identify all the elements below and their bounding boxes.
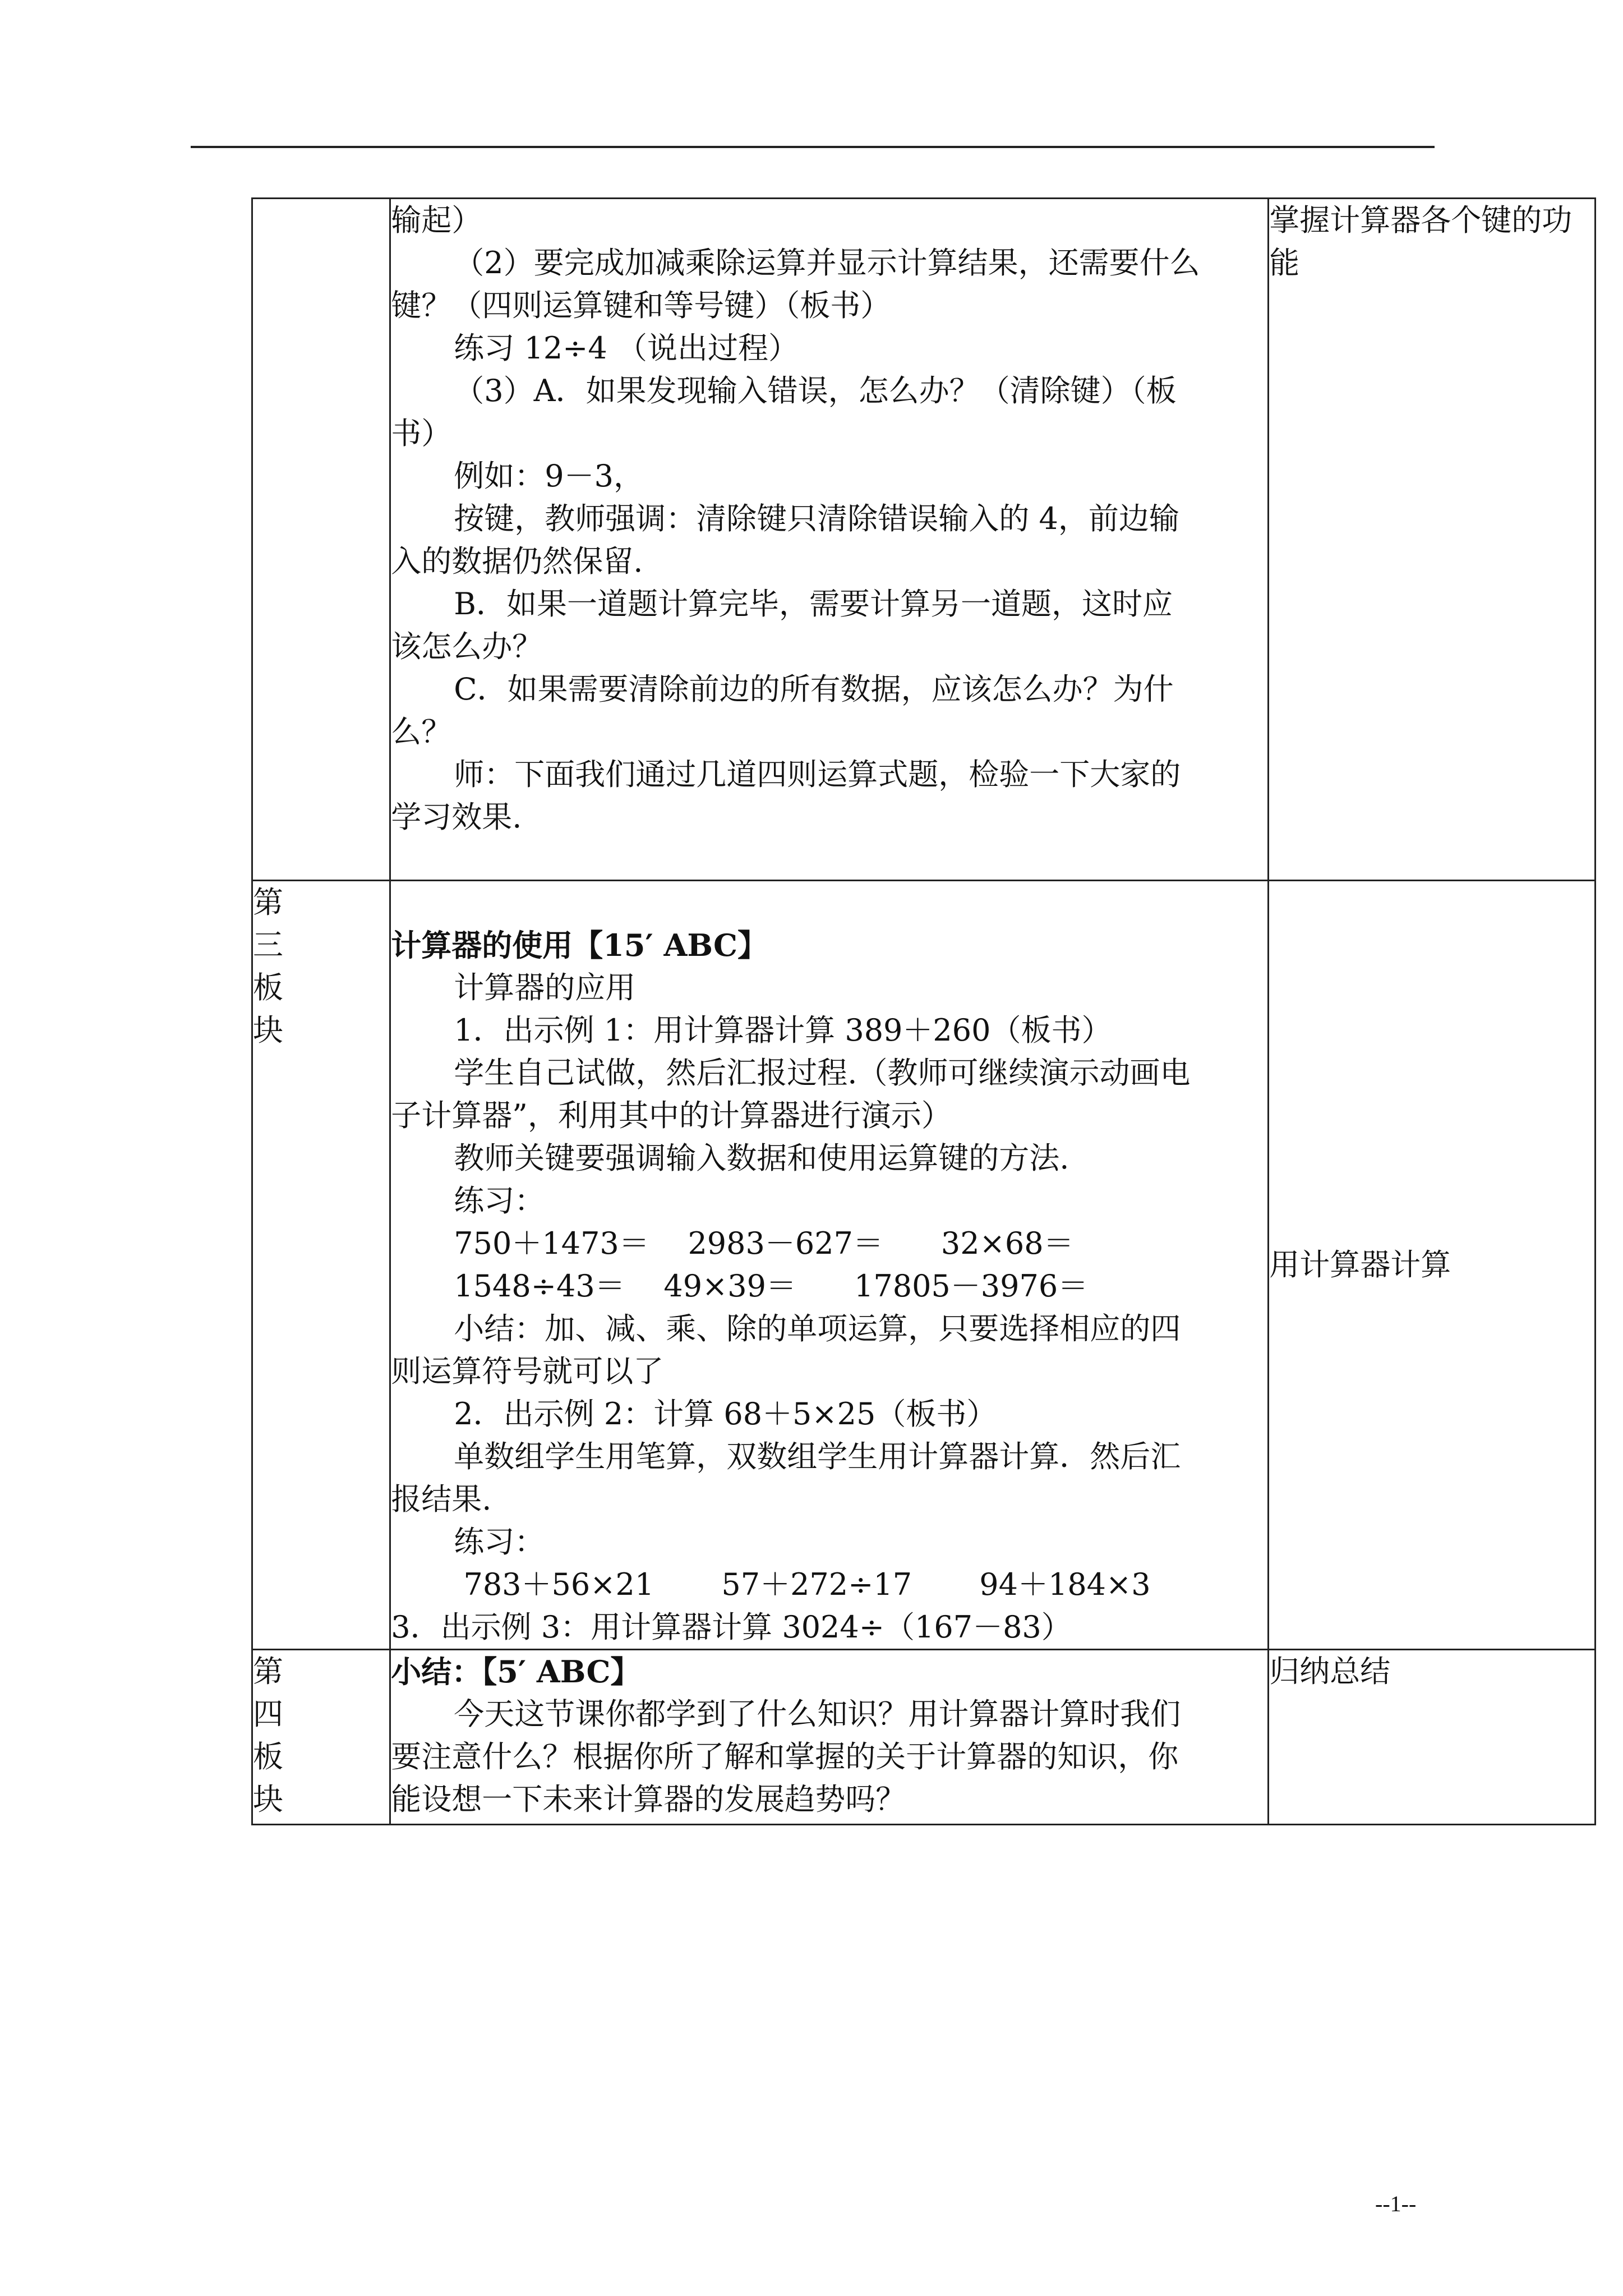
content-cell	[390, 1650, 1269, 1825]
content-line: 该怎么办？	[391, 629, 543, 664]
section-cell	[252, 881, 390, 1650]
content-cell	[390, 199, 1269, 881]
content-cell	[390, 881, 1269, 1650]
content-line: 学习效果.	[391, 799, 522, 835]
section-char: 块	[253, 1013, 283, 1048]
section-heading: 小结：【5′ ABC】	[391, 1654, 641, 1690]
content-line: 要注意什么？根据你所了解和掌握的关于计算器的知识，你	[391, 1739, 1179, 1774]
content-line: 750＋1473＝ 2983－627＝ 32×68＝	[454, 1226, 1074, 1261]
content-line: C．如果需要清除前边的所有数据，应该怎么办？为什	[454, 671, 1174, 707]
goal-cell: 用计算器计算	[1269, 881, 1596, 1650]
content-line: 能设想一下未来计算器的发展趋势吗？	[391, 1782, 906, 1817]
section-cell	[252, 199, 390, 881]
section-char: 块	[253, 1782, 283, 1817]
content-line: 则运算符号就可以了	[391, 1354, 664, 1389]
section-char: 板	[253, 1739, 283, 1774]
goal-cell: 归纳总结	[1269, 1650, 1596, 1825]
content-line: 子计算器”，利用其中的计算器进行演示）	[391, 1098, 952, 1133]
section-heading: 计算器的使用【15′ ABC】	[391, 927, 768, 963]
content-line: 练习：	[454, 1183, 545, 1218]
content-line: 书）	[391, 416, 452, 451]
content-line: 例如：9－3，	[454, 458, 644, 494]
table-row	[252, 199, 1596, 881]
content-line: 么？	[391, 714, 452, 749]
content-line: 教师关键要强调输入数据和使用运算键的方法.	[454, 1140, 1069, 1176]
content-line: （2）要完成加减乘除运算并显示计算结果，还需要什么	[454, 245, 1200, 280]
content-line: 键？（四则运算键和等号键）（板书）	[391, 288, 891, 323]
content-line: 报结果.	[391, 1481, 492, 1517]
content-line: （3）A．如果发现输入错误，怎么办？（清除键）（板	[454, 373, 1177, 408]
content-line: 1548÷43＝ 49×39＝ 17805－3976＝	[454, 1268, 1089, 1304]
content-line: 输起）	[391, 203, 482, 238]
content-line: 练习：	[454, 1524, 545, 1559]
content-line: 学生自己试做，然后汇报过程.（教师可继续演示动画电	[454, 1055, 1191, 1091]
section-char: 三	[253, 927, 283, 963]
content-line: 小结：加、减、乘、除的单项运算，只要选择相应的四	[454, 1311, 1181, 1346]
content-line: 入的数据仍然保留.	[391, 544, 643, 579]
content-line: 783＋56×21 57＋272÷17 94＋184×3	[454, 1567, 1151, 1602]
section-char: 四	[253, 1696, 283, 1732]
section-char: 第	[253, 885, 283, 920]
content-line: 3．出示例 3：用计算器计算 3024÷（167－83）	[391, 1609, 1072, 1645]
content-line: B．如果一道题计算完毕，需要计算另一道题，这时应	[454, 586, 1173, 622]
content-line: 1．出示例 1：用计算器计算 389＋260（板书）	[454, 1013, 1112, 1048]
goal-cell: 掌握计算器各个键的功能	[1269, 199, 1596, 881]
content-line: 练习 12÷4 （说出过程）	[454, 330, 799, 366]
content-line: 今天这节课你都学到了什么知识？用计算器计算时我们	[454, 1696, 1181, 1732]
section-char: 板	[253, 970, 283, 1005]
lesson-table	[251, 197, 1596, 1825]
page-number: --1--	[1375, 2191, 1417, 2216]
content-line: 按键，教师强调：清除键只清除错误输入的 4，前边输	[454, 501, 1179, 536]
content-line: 计算器的应用	[454, 970, 636, 1005]
header-rule	[191, 146, 1435, 148]
section-char: 第	[253, 1654, 283, 1689]
content-line: 单数组学生用笔算，双数组学生用计算器计算．然后汇	[454, 1439, 1181, 1474]
content-line: 师：下面我们通过几道四则运算式题，检验一下大家的	[454, 757, 1181, 792]
table-row	[252, 881, 1596, 1650]
content-line: 2．出示例 2：计算 68＋5×25（板书）	[454, 1396, 997, 1432]
table-row	[252, 1650, 1596, 1825]
section-cell	[252, 1650, 390, 1825]
